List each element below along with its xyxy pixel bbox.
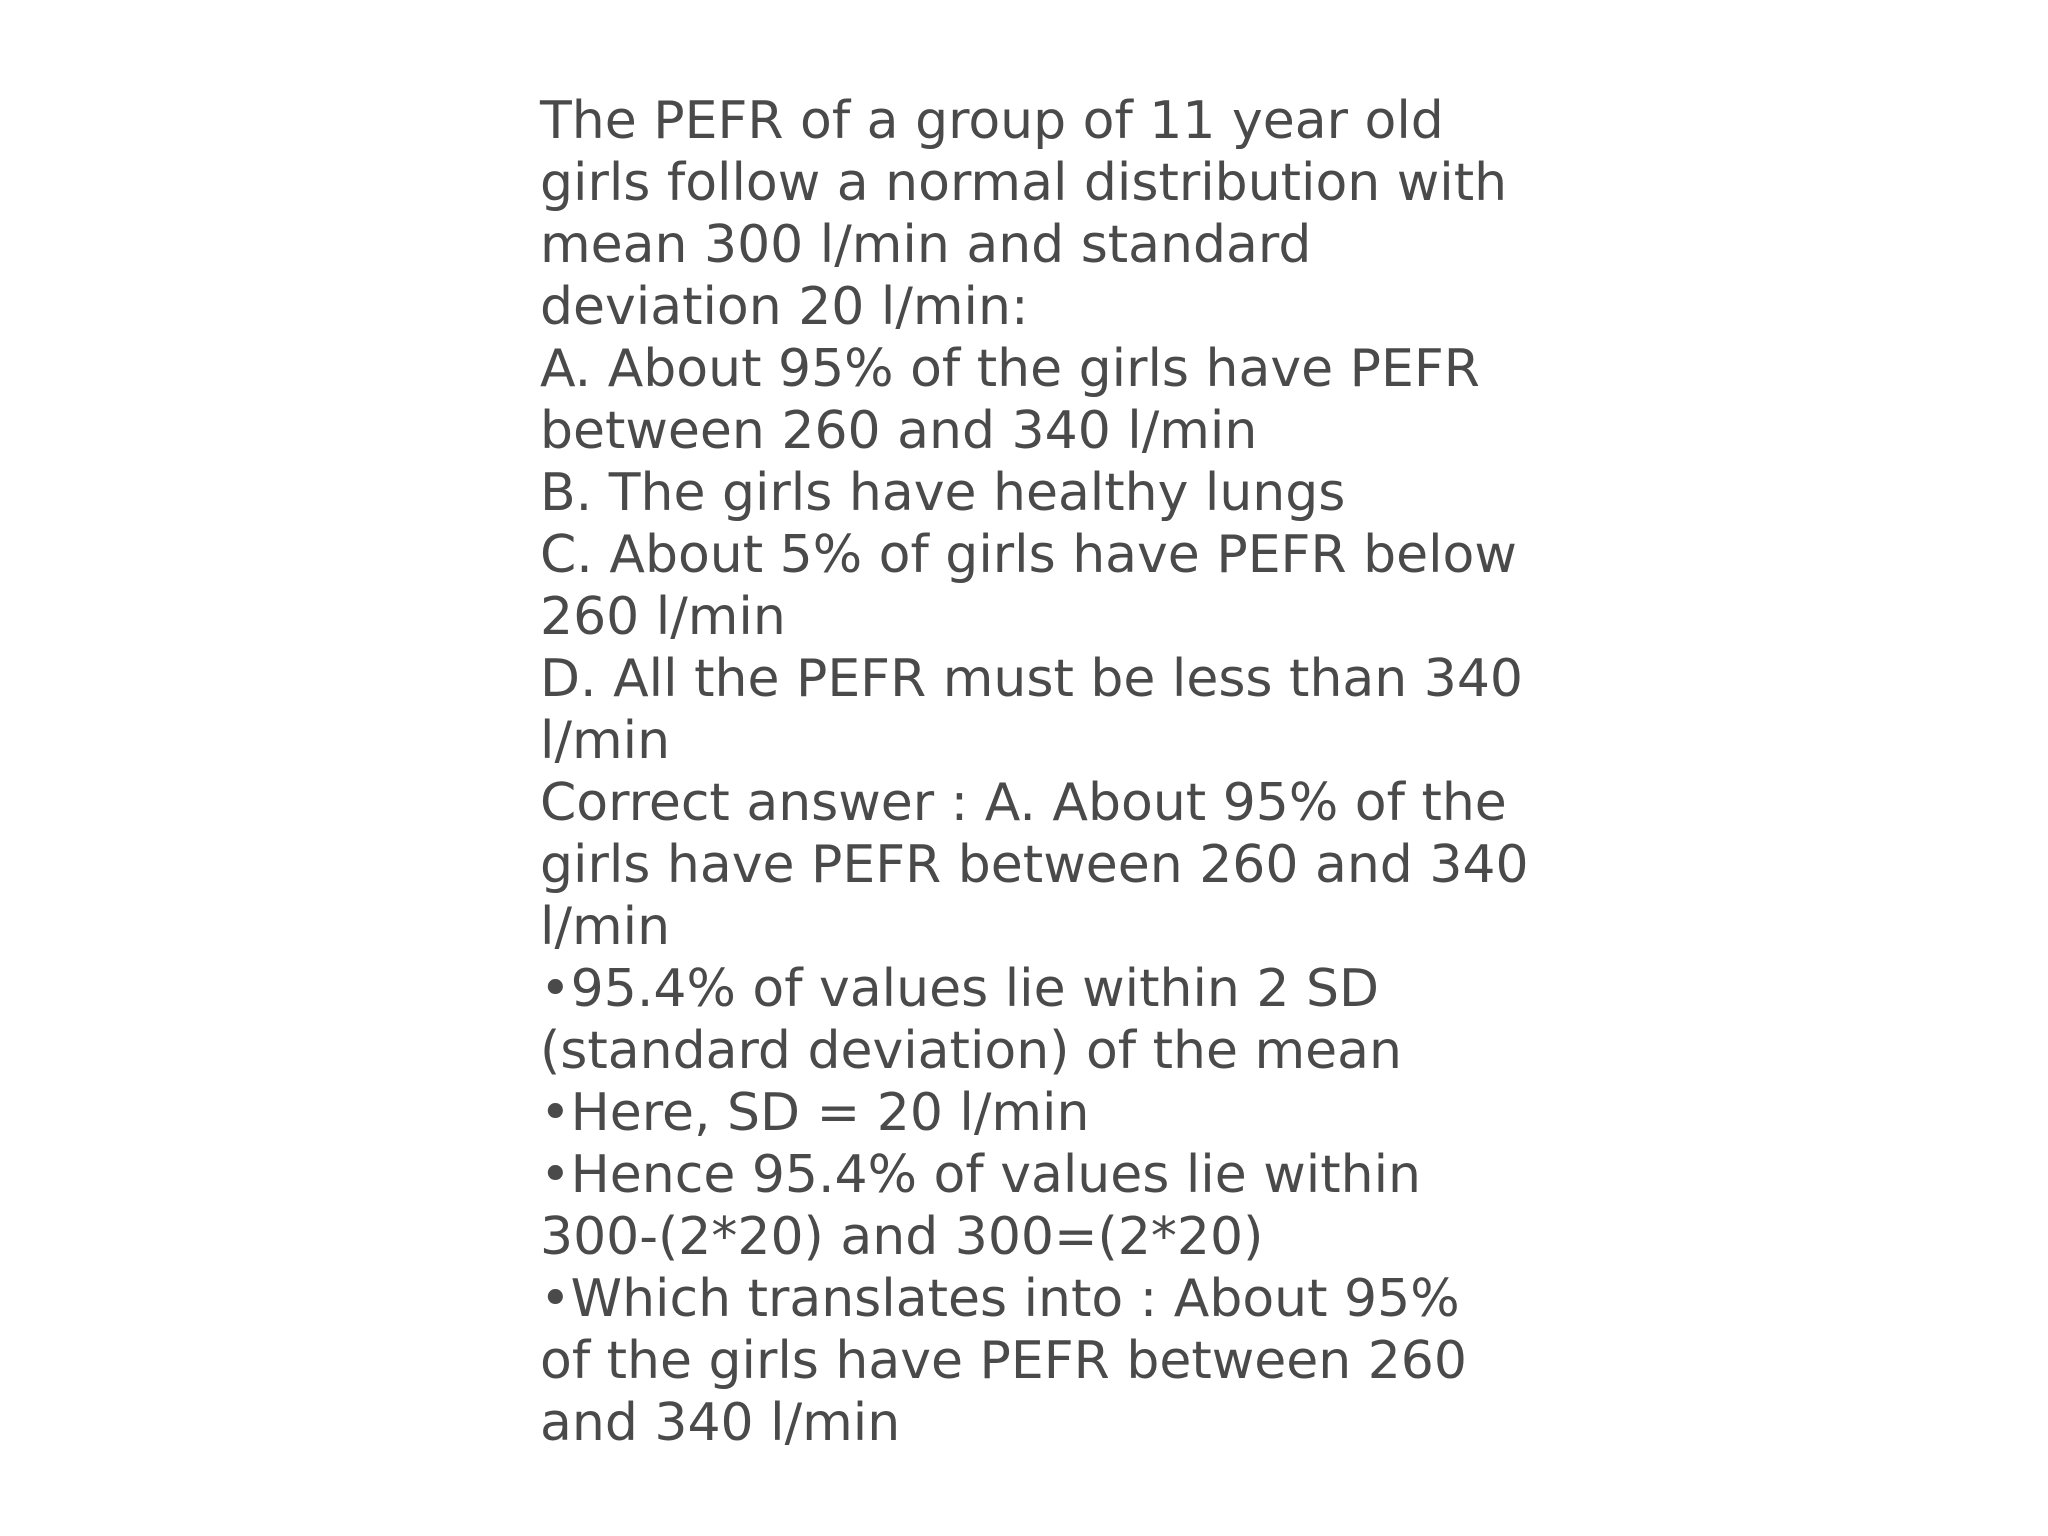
option-c-line: C. About 5% of girls have PEFR below	[540, 525, 1517, 585]
question-line: The PEFR of a group of 11 year old	[540, 91, 1444, 151]
option-d-line: l/min	[540, 711, 671, 771]
option-c-line: 260 l/min	[540, 587, 786, 647]
explanation-bullet-line: •Which translates into : About 95%	[540, 1269, 1460, 1329]
explanation-bullet-line: (standard deviation) of the mean	[540, 1021, 1402, 1081]
question-text-block	[540, 90, 1540, 1454]
explanation-bullet-line: 300-(2*20) and 300=(2*20)	[540, 1207, 1264, 1267]
option-a-line: A. About 95% of the girls have PEFR	[540, 339, 1480, 399]
explanation-bullet-line: of the girls have PEFR between 260	[540, 1331, 1467, 1391]
correct-answer-line: l/min	[540, 897, 671, 957]
explanation-bullet-line: and 340 l/min	[540, 1393, 901, 1453]
option-d-line: D. All the PEFR must be less than 340	[540, 649, 1523, 709]
explanation-bullet-line: •95.4% of values lie within 2 SD	[540, 959, 1380, 1019]
explanation-bullet-line: •Here, SD = 20 l/min	[540, 1083, 1090, 1143]
correct-answer-line: girls have PEFR between 260 and 340	[540, 835, 1529, 895]
correct-answer-line: Correct answer : A. About 95% of the	[540, 773, 1507, 833]
question-line: deviation 20 l/min:	[540, 277, 1029, 337]
question-line: mean 300 l/min and standard	[540, 215, 1312, 275]
option-a-line: between 260 and 340 l/min	[540, 401, 1258, 461]
explanation-bullet-line: •Hence 95.4% of values lie within	[540, 1145, 1422, 1205]
option-b-line: B. The girls have healthy lungs	[540, 463, 1346, 523]
question-line: girls follow a normal distribution with	[540, 153, 1508, 213]
